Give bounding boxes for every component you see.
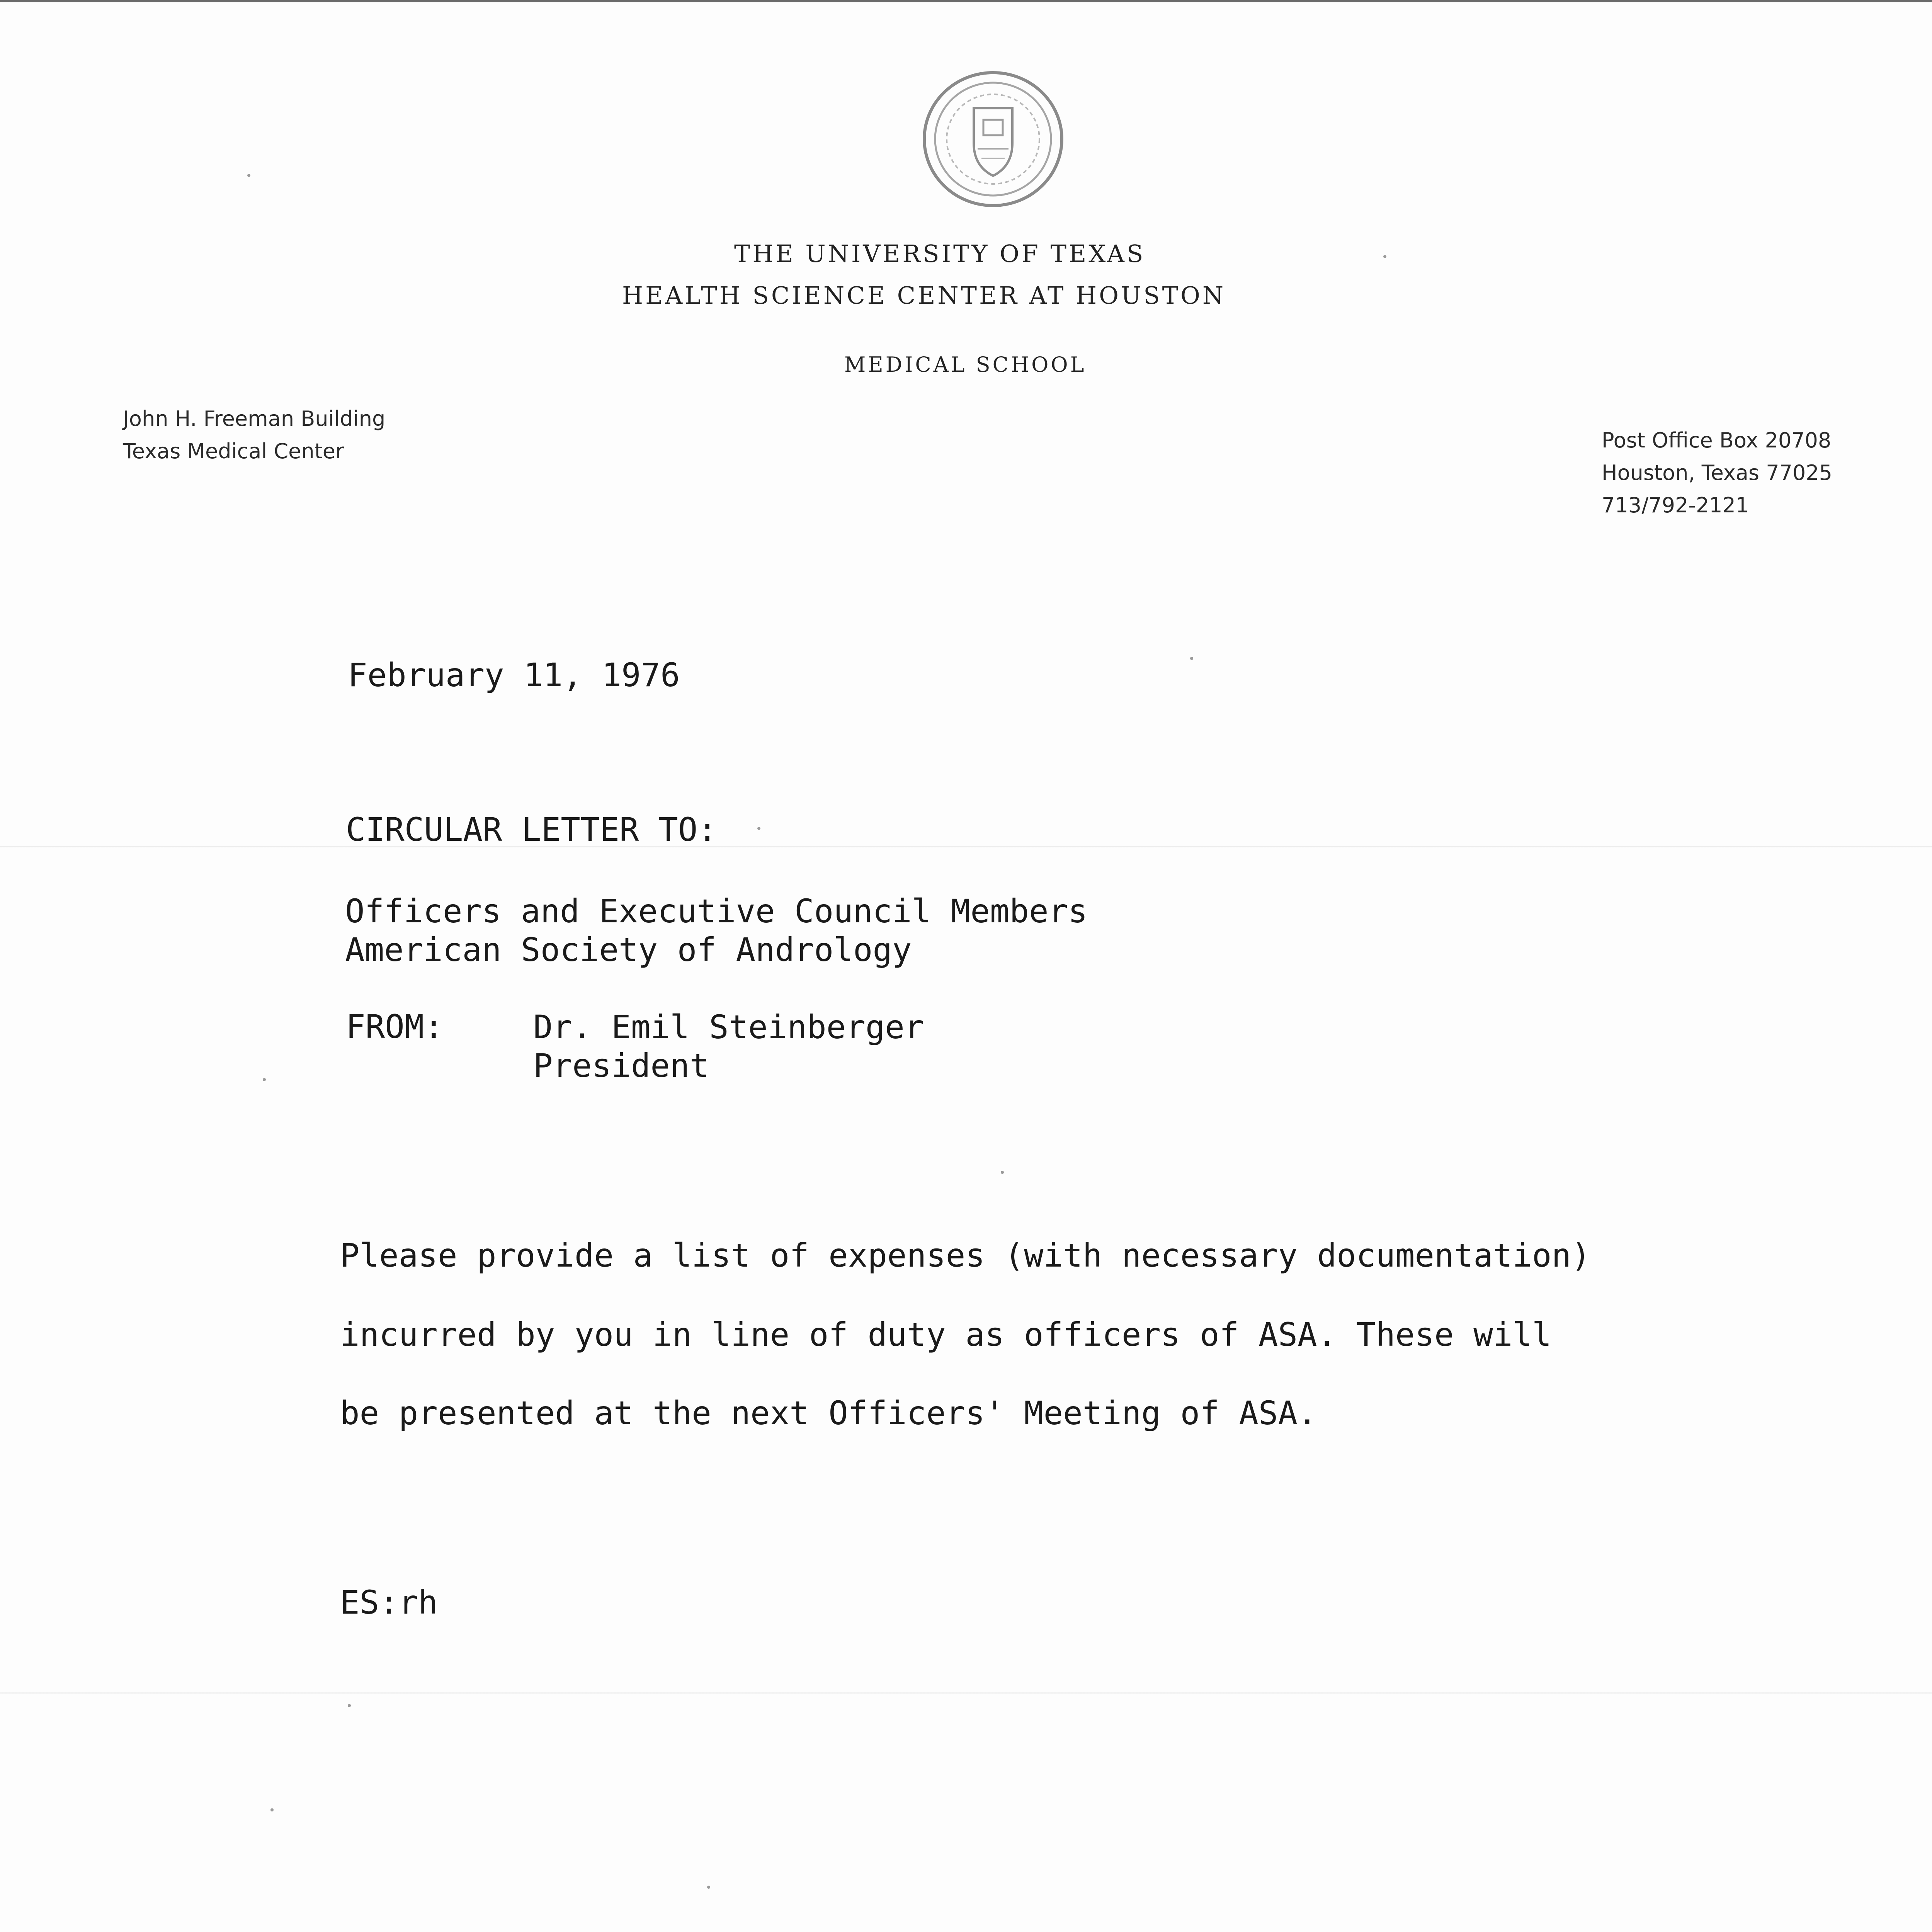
institution-name-line2: HEALTH SCIENCE CENTER AT HOUSTON [622,281,1226,310]
typist-initials: ES:rh [340,1583,438,1621]
university-seal-icon [916,66,1070,213]
circular-heading: CIRCULAR LETTER TO: [346,811,717,849]
letter-date: February 11, 1976 [348,656,680,694]
recipients-block [345,892,1088,969]
sender-title: President [533,1047,709,1085]
speck [270,1808,274,1811]
body-line3: be presented at the next Officers' Meeting of ASA. [340,1394,1317,1432]
speck [757,827,760,830]
school-name: MEDICAL SCHOOL [844,352,1087,377]
body-line1: Please provide a list of expenses (with necessary documentation) [340,1236,1591,1274]
address-left-line1: John H. Freeman Building [123,406,386,431]
speck [1001,1171,1004,1174]
speck [707,1886,710,1889]
speck [247,174,250,177]
address-left-line2: Texas Medical Center [123,439,344,463]
address-right-line3: 713/792-2121 [1602,493,1749,517]
from-label: FROM: [346,1008,444,1046]
address-right-line2: Houston, Texas 77025 [1602,461,1832,485]
recipient-line1: Officers and Executive Council Members [345,892,1088,930]
sender-name: Dr. Emil Steinberger [533,1008,924,1046]
address-right [1602,424,1832,522]
speck [263,1078,266,1081]
recipient-line2: American Society of Andrology [345,931,912,969]
page-top-edge [0,0,1932,2]
body-line2: incurred by you in line of duty as officers of ASA. These will [340,1316,1552,1354]
fold-line-lower [0,1692,1932,1694]
address-left [123,403,385,468]
fold-line-upper [0,846,1932,847]
speck [1383,255,1386,258]
institution-name-line1: THE UNIVERSITY OF TEXAS [734,240,1146,268]
speck [348,1704,351,1707]
from-block [533,1008,924,1085]
speck [1190,657,1193,660]
address-right-line1: Post Office Box 20708 [1602,428,1832,452]
